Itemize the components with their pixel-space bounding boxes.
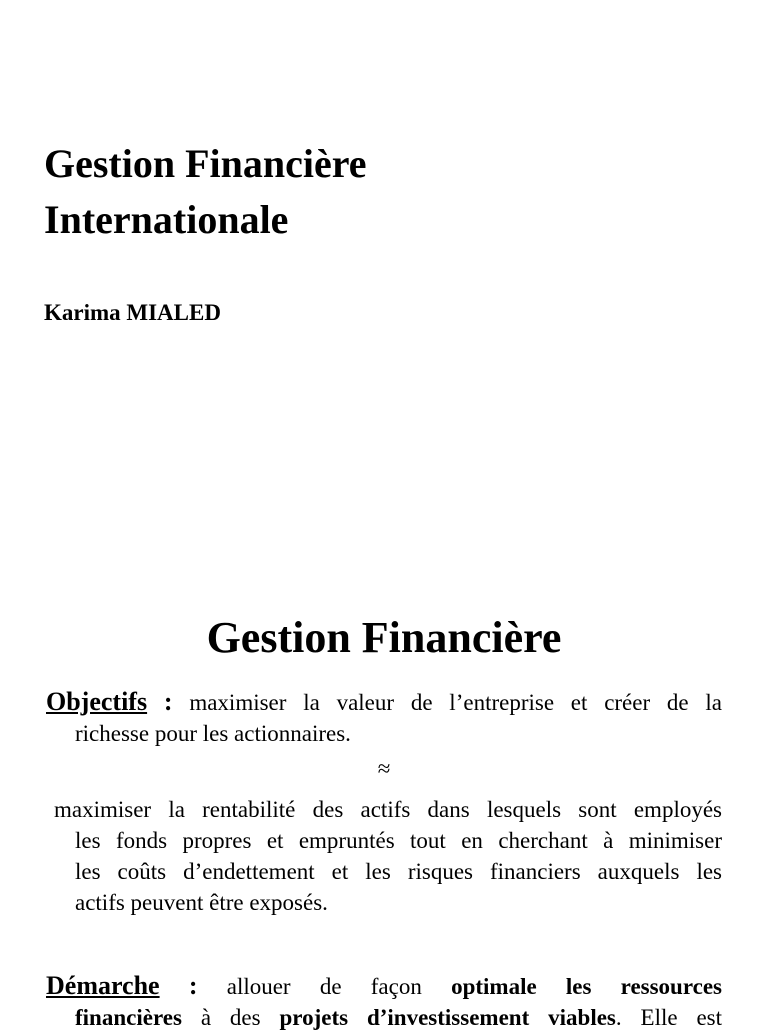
objectifs-first-line [46,686,722,718]
objectifs-colon: : [163,687,173,716]
demarche-bold-2: financières [75,1005,182,1030]
demarche-line-1 [46,970,722,1002]
demarche-text-1: allouer de façon [226,974,422,999]
rentabilite-line-4: actifs peuvent être exposés. [75,890,328,915]
objectifs-paragraph [46,686,722,749]
demarche-term: Démarche [46,971,160,1000]
demarche-text-3: . Elle est [615,1005,723,1030]
demarche-bold-1: optimale les ressources [451,974,723,999]
title-line-1: Gestion Financière [44,141,367,186]
demarche-bold-3: projets d’investissement viables [279,1005,616,1030]
rentabilite-paragraph [54,794,722,918]
document-title [44,136,367,248]
rentabilite-line-3: les coûts d’endettement et les risques financiers auxquels les [75,859,722,884]
demarche-line-2 [46,1002,722,1033]
objectifs-text-line2: richesse pour les actionnaires. [75,721,351,746]
section-heading: Gestion Financière [206,613,562,662]
approx-symbol: ≈ [377,756,391,781]
objectifs-term: Objectifs [46,687,148,716]
demarche-colon: : [188,971,198,1000]
title-line-2: Internationale [44,197,289,242]
author-name: Karima MIALED [44,300,221,325]
rentabilite-line-2: les fonds propres et empruntés tout en cherchant à minimiser [75,828,722,853]
rentabilite-line-1: maximiser la rentabilité des actifs dans lesquels sont employés [54,797,722,822]
demarche-text-2: à des [200,1005,261,1030]
objectifs-text-line1: maximiser la valeur de l’entreprise et créer de la [189,690,723,715]
